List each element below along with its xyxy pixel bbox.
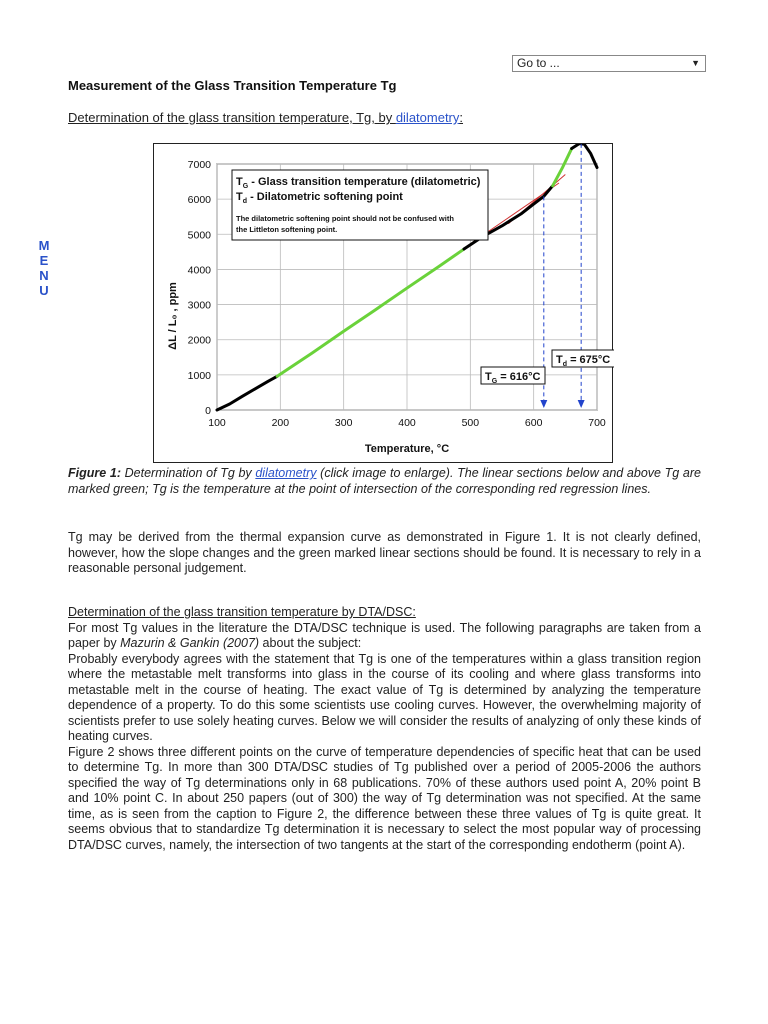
td-label-symbol: T — [556, 354, 563, 366]
section-heading-dta-dsc: Determination of the glass transition temperature by DTA/DSC: — [68, 605, 416, 619]
chevron-down-icon: ▼ — [691, 58, 700, 68]
x-axis-label: Temperature, °C — [364, 443, 450, 455]
x-tick-label: 200 — [271, 417, 290, 429]
section-heading-dilatometry — [68, 110, 463, 125]
quoted-paragraph-2: Figure 2 shows three different points on the curve of temperature dependencies of specific heat that can be used to determine Tg. In more than 300 DTA/DSC studies of Tg published over a period of 2005-2006 the authors specified the way of Tg determinations only in 68 publications. 70% of these authors used point A, 20% point B and 10% point C. In about 250 papers (out of 300) the way of Tg determination was not specified. At the same time, as is seen from the caption to Figure 2, the difference between these three values of Tg is quite great. It seems obvious that to standardize Tg determination it is necessary to select the most popular way of processing DTA/DSC curves, namely, the intersection of two tangents at the start of the corresponding endotherm (point A). — [68, 744, 701, 852]
reference-citation: Mazurin & Gankin (2007) — [120, 636, 260, 650]
subhead-suffix: : — [459, 110, 464, 125]
tg-label-symbol: T — [485, 371, 492, 383]
x-tick-label: 400 — [398, 417, 416, 429]
caption-dilatometry-link[interactable]: dilatometry — [255, 466, 317, 480]
svg-text:Td - Dilatometric softening po — [236, 191, 403, 205]
arrow-down-icon — [578, 400, 585, 408]
arrow-down-icon — [540, 400, 547, 408]
goto-label: Go to ... — [517, 56, 560, 70]
menu-letter: M — [38, 238, 50, 253]
x-tick-labels — [208, 417, 606, 429]
legend-td-sub: d — [242, 198, 248, 205]
tg-label-value: = 616°C — [497, 371, 541, 383]
legend-tg-sub: G — [242, 183, 249, 190]
tg-label-sub: G — [491, 378, 498, 385]
intro-post: about the subject: — [259, 636, 362, 650]
caption-post: (click image to enlarge). The linear sections below and above Tg are marked green; Tg is the temperature at the point of intersection of the corresponding red regression lines. — [68, 466, 701, 496]
legend-tg-text: - Glass transition temperature (dilatometric) — [248, 176, 481, 188]
quoted-paragraph-1: Probably everybody agrees with the statement that Tg is one of the temperatures within a glass transition region where the metastable melt transforms into glass in the course of its cooling and where glass transforms into metastable melt in the course of heating. The exact value of Tg is determined by analyzing the temperature dependence of a property. To do this some scientists use cooling curves. However, the overwhelming majority of scientists prefer to use solely heating curves. Below we will consider the results of analyzing of only these kinds of heating curves. — [68, 651, 701, 743]
y-tick-label: 4000 — [187, 264, 211, 277]
menu-letter: U — [39, 283, 49, 298]
section-dta-dsc — [68, 605, 701, 853]
legend-note-line2: the Littleton softening point. — [236, 225, 338, 234]
tg-label-box — [481, 367, 545, 385]
td-label-box — [552, 350, 614, 368]
figure-1[interactable] — [153, 143, 613, 463]
td-label-value: = 675°C — [567, 354, 611, 366]
data-series-line — [277, 249, 464, 376]
data-series-line — [553, 149, 572, 186]
figure-1-caption — [68, 466, 701, 497]
caption-label: Figure 1: — [68, 466, 121, 480]
data-series-line — [217, 376, 277, 410]
y-tick-label: 7000 — [187, 159, 211, 171]
x-tick-label: 100 — [208, 417, 226, 429]
side-menu-toggle[interactable] — [37, 238, 51, 298]
legend-tg-symbol: T — [236, 176, 243, 188]
y-tick-label: 3000 — [187, 299, 211, 312]
svg-text:TG - Glass transition temperat — [236, 176, 481, 190]
intro-pre: For most Tg values in the literature the DTA/DSC technique is used. The following paragraphs are taken from a paper by — [68, 620, 701, 650]
x-tick-label: 300 — [334, 417, 353, 429]
page-title: Measurement of the Glass Transition Temperature Tg — [68, 78, 397, 93]
marker-lines — [540, 144, 584, 408]
td-label-sub: d — [562, 361, 568, 368]
legend-td-symbol: T — [236, 191, 243, 203]
y-tick-label: 0 — [205, 405, 211, 417]
chart-legend-box — [232, 170, 488, 240]
y-tick-labels — [188, 159, 212, 417]
legend-td-text: - Dilatometric softening point — [247, 191, 403, 203]
caption-pre: Determination of Tg by — [120, 466, 256, 480]
menu-letter: E — [39, 253, 49, 268]
dilatometry-link[interactable]: dilatometry — [395, 110, 460, 125]
y-tick-label: 1000 — [187, 369, 211, 382]
intro-paragraph — [68, 621, 701, 652]
dilatometry-chart[interactable] — [154, 144, 614, 464]
x-tick-label: 700 — [588, 417, 606, 429]
x-tick-label: 600 — [524, 417, 543, 429]
y-tick-label: 2000 — [187, 334, 211, 347]
x-tick-label: 500 — [461, 417, 480, 429]
goto-dropdown[interactable] — [512, 55, 706, 72]
y-tick-label: 5000 — [187, 229, 211, 242]
subhead-prefix: Determination of the glass transition temperature, Tg, by — [68, 110, 396, 125]
paragraph-dilatometry: Tg may be derived from the thermal expansion curve as demonstrated in Figure 1. It is not clearly defined, however, how the slope changes and the green marked linear sections should be found. It is necessary to rely in a reasonable personal judgement. — [68, 530, 701, 575]
menu-letter: N — [39, 268, 49, 283]
y-tick-label: 6000 — [187, 194, 211, 207]
y-axis-label: ΔL / L₀ , ppm — [167, 282, 179, 350]
legend-note-line1: The dilatometric softening point should not be confused with — [236, 214, 454, 223]
